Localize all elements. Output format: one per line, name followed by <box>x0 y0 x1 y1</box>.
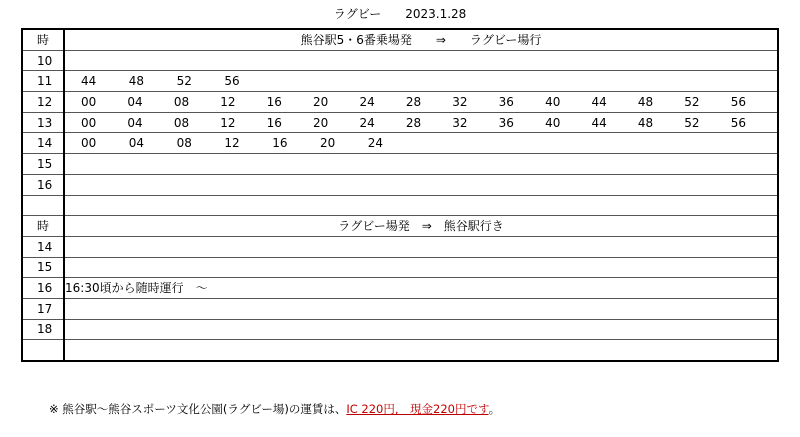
departure-minute: 56 <box>224 74 240 89</box>
outbound-header-row <box>22 29 778 50</box>
departure-times <box>65 117 777 129</box>
departure-minute: 44 <box>591 115 607 130</box>
table-row <box>22 50 778 71</box>
departure-minute: 20 <box>313 115 329 130</box>
departures-cell <box>64 154 778 175</box>
departure-minute: 24 <box>367 136 384 151</box>
hour-cell: 16 <box>22 174 64 195</box>
departure-minute: 44 <box>81 74 97 89</box>
departure-minute: 04 <box>128 136 145 151</box>
hour-cell <box>22 340 64 361</box>
table-row <box>22 278 778 299</box>
table-row <box>22 133 778 154</box>
inbound-header-row <box>22 216 778 237</box>
departure-minute: 04 <box>127 115 143 130</box>
departure-minute: 08 <box>176 136 192 151</box>
departure-minute: 40 <box>545 115 561 130</box>
hour-cell: 15 <box>22 154 64 175</box>
departure-minute: 20 <box>319 136 336 151</box>
hour-cell: 11 <box>22 71 64 92</box>
footnote-prefix: ※ 熊谷駅～熊谷スポーツ文化公園(ラグビー場)の運賃は、 <box>49 402 347 416</box>
departure-minute: 44 <box>591 94 607 109</box>
service-note <box>64 340 778 361</box>
departure-minute: 28 <box>405 94 422 109</box>
departure-minute: 52 <box>684 115 700 130</box>
departure-minute: 04 <box>127 94 143 109</box>
service-note <box>64 236 778 257</box>
fare-amount: IC 220円, 現金220円です <box>346 402 489 416</box>
departure-minute: 00 <box>81 115 97 130</box>
outbound-route-header: 熊谷駅5・6番乗場発 ⇒ ラグビー場行 <box>64 29 778 50</box>
departure-minute: 08 <box>173 115 190 130</box>
table-row <box>22 71 778 92</box>
hour-cell-empty <box>22 195 64 216</box>
departure-minute: 36 <box>498 94 514 109</box>
departure-minute: 52 <box>684 94 700 109</box>
departure-minute: 56 <box>730 94 746 109</box>
body-cell-empty <box>64 195 778 216</box>
departure-minute: 16 <box>272 136 288 151</box>
departure-minute: 40 <box>545 94 561 109</box>
service-note: 16:30頃から随時運行 ～ <box>64 278 778 299</box>
departure-minute: 52 <box>176 74 192 89</box>
departures-cell <box>64 112 778 133</box>
departure-minute: 48 <box>637 115 654 130</box>
departure-minute: 48 <box>128 74 145 89</box>
document-title: ラグビー 2023.1.28 <box>333 7 467 21</box>
departures-cell <box>64 50 778 71</box>
table-row <box>22 340 778 361</box>
service-note <box>64 298 778 319</box>
outbound-hour-label: 時 <box>22 29 64 50</box>
hour-cell: 15 <box>22 257 64 278</box>
bus-timetable <box>21 28 779 362</box>
table-row <box>22 112 778 133</box>
departures-cell <box>64 174 778 195</box>
departure-minute: 12 <box>220 94 236 109</box>
footnote-suffix: 。 <box>488 402 501 416</box>
hour-cell: 13 <box>22 112 64 133</box>
departure-minute: 00 <box>81 94 97 109</box>
departure-minute: 12 <box>220 115 236 130</box>
departure-minute: 24 <box>359 94 375 109</box>
departure-minute: 20 <box>313 94 329 109</box>
departure-minute: 24 <box>359 115 375 130</box>
departure-minute: 28 <box>405 115 422 130</box>
departure-minute: 56 <box>730 115 746 130</box>
hour-cell: 10 <box>22 50 64 71</box>
inbound-hour-label: 時 <box>22 216 64 237</box>
departure-times <box>65 75 777 87</box>
table-row <box>22 298 778 319</box>
hour-cell: 18 <box>22 319 64 340</box>
hour-cell: 17 <box>22 298 64 319</box>
departure-minute: 00 <box>81 136 97 151</box>
table-row <box>22 174 778 195</box>
hour-cell: 14 <box>22 133 64 154</box>
table-row <box>22 154 778 175</box>
table-row <box>22 319 778 340</box>
departure-minute: 32 <box>452 94 468 109</box>
departure-times <box>65 137 777 149</box>
departure-minute: 08 <box>173 94 190 109</box>
service-note <box>64 257 778 278</box>
departures-cell <box>64 92 778 113</box>
separator-row <box>22 195 778 216</box>
departure-times <box>65 96 777 108</box>
hour-cell: 16 <box>22 278 64 299</box>
table-row <box>22 257 778 278</box>
service-note <box>64 319 778 340</box>
departure-minute: 16 <box>266 94 282 109</box>
departure-minute: 16 <box>266 115 282 130</box>
departure-minute: 32 <box>452 115 468 130</box>
departures-cell <box>64 133 778 154</box>
table-row <box>22 92 778 113</box>
departure-minute: 12 <box>224 136 240 151</box>
departures-cell <box>64 71 778 92</box>
fare-footnote <box>49 401 500 417</box>
hour-cell: 12 <box>22 92 64 113</box>
inbound-route-header: ラグビー場発 ⇒ 熊谷駅行き <box>64 216 778 237</box>
hour-cell: 14 <box>22 236 64 257</box>
table-row <box>22 236 778 257</box>
departure-minute: 36 <box>498 115 514 130</box>
departure-minute: 48 <box>637 94 654 109</box>
